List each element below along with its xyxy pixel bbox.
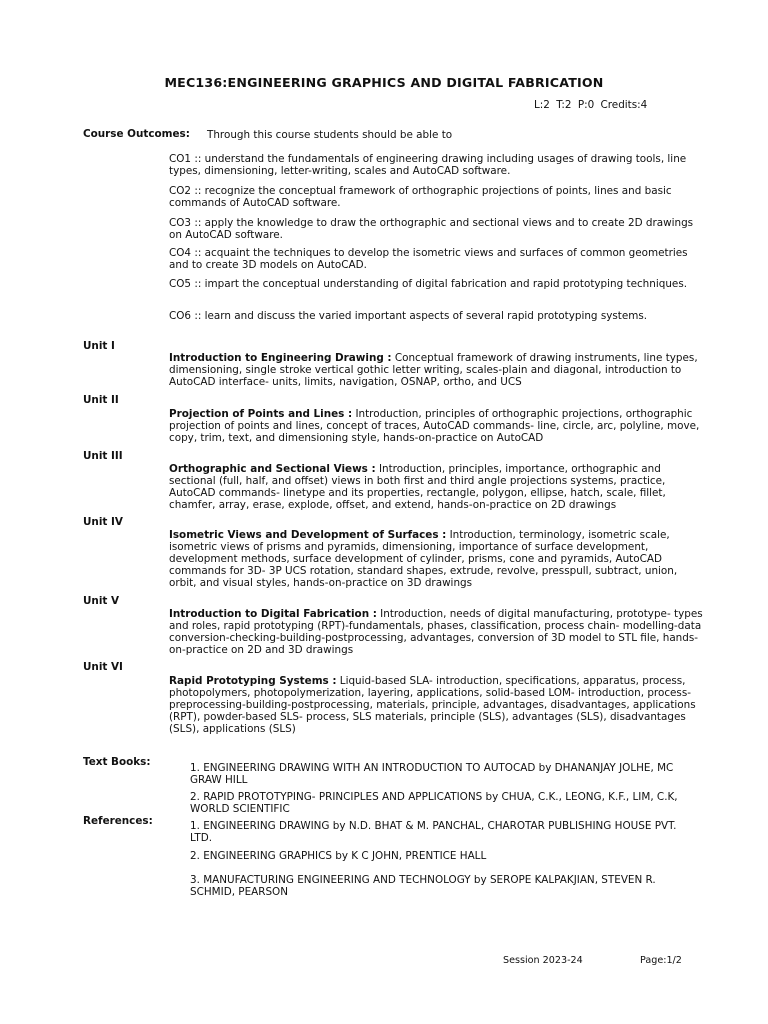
unit-body: Introduction, principles of orthographic projections, orthographic projection of points and lines, concept of traces, AutoCAD commands- line, circle, arc, polyline, move, copy, trim, text, and dimensioning style, hands-on-practice on AutoCAD (169, 408, 700, 444)
reference-item: 2. ENGINEERING GRAPHICS by K C JOHN, PRENTICE HALL (190, 850, 487, 862)
references-label: References: (83, 815, 153, 827)
course-outcome-item: CO3 :: apply the knowledge to draw the orthographic and sectional views and to create 2D drawings on AutoCAD software. (169, 217, 694, 241)
unit-body: Liquid-based SLA- introduction, specifications, apparatus, process, photopolymers, photopolymerization, layering, applications, solid-based LOM- introduction, process- preprocessing-building-postprocessing, materials, principle, advantages, disadvantages, applications (RPT), powder-based SLS- process, SLS materials, principle (SLS), advantages (SLS), disadvantages (SLS), applications (SLS) (169, 675, 696, 735)
unit-heading: Introduction to Engineering Drawing : (169, 352, 392, 364)
unit-content (169, 608, 705, 656)
credits-line: L:2 T:2 P:0 Credits:4 (534, 99, 648, 111)
reference-item: 1. ENGINEERING DRAWING by N.D. BHAT & M. PANCHAL, CHAROTAR PUBLISHING HOUSE PVT. LTD. (190, 820, 677, 844)
unit-heading: Orthographic and Sectional Views : (169, 463, 376, 475)
unit-content (169, 352, 705, 388)
unit-content (169, 529, 705, 589)
course-outcomes-intro: Through this course students should be able to (207, 129, 453, 141)
unit-content (169, 408, 705, 444)
text-book-item: 2. RAPID PROTOTYPING- PRINCIPLES AND APPLICATIONS by CHUA, C.K., LEONG, K.F., LIM, C.K, WORLD SCIENTIFIC (190, 791, 678, 815)
course-outcome-item: CO5 :: impart the conceptual understanding of digital fabrication and rapid prototyping techniques. (169, 278, 688, 290)
unit-label: Unit III (83, 450, 123, 462)
text-books-label: Text Books: (83, 756, 151, 768)
footer-page-number: Page:1/2 (640, 955, 682, 966)
footer-session: Session 2023-24 (503, 955, 583, 966)
unit-label: Unit VI (83, 661, 123, 673)
unit-label: Unit IV (83, 516, 123, 528)
course-title: MEC136:ENGINEERING GRAPHICS AND DIGITAL FABRICATION (164, 75, 604, 90)
reference-item: 3. MANUFACTURING ENGINEERING AND TECHNOLOGY by SEROPE KALPAKJIAN, STEVEN R. SCHMID, PEARSON (190, 874, 656, 898)
unit-body: Introduction, principles, importance, orthographic and sectional (full, half, and offset) views in both first and third angle projections systems, practice, AutoCAD commands- linetype and its properties, rectangle, polygon, ellipse, hatch, scale, fillet, chamfer, array, erase, explode, offset, and extend, hands-on-practice on 2D drawings (169, 463, 666, 511)
unit-label: Unit II (83, 394, 119, 406)
unit-heading: Introduction to Digital Fabrication : (169, 608, 377, 620)
course-outcomes-label: Course Outcomes: (83, 128, 190, 140)
unit-heading: Isometric Views and Development of Surfaces : (169, 529, 447, 541)
unit-label: Unit I (83, 340, 115, 352)
unit-content (169, 463, 705, 511)
course-outcome-item: CO2 :: recognize the conceptual framework of orthographic projections of points, lines and basic commands of AutoCAD software. (169, 185, 672, 209)
unit-body: Introduction, terminology, isometric scale, isometric views of prisms and pyramids, dimensioning, importance of surface development, development methods, surface development of cylinder, prisms, cone and pyramids, AutoCAD commands for 3D- 3P UCS rotation, standard shapes, extrude, revolve, presspull, subtract, union, orbit, and visual styles, hands-on-practice on 3D drawings (169, 529, 678, 589)
unit-content (169, 675, 705, 735)
unit-body: Conceptual framework of drawing instruments, line types, dimensioning, single stroke vertical gothic letter writing, scales-plain and diagonal, introduction to AutoCAD interface- units, limits, navigation, OSNAP, ortho, and UCS (169, 352, 698, 388)
course-outcome-item: CO6 :: learn and discuss the varied important aspects of several rapid prototyping systems. (169, 310, 648, 322)
course-outcome-item: CO1 :: understand the fundamentals of engineering drawing including usages of drawing tools, line types, dimensioning, letter-writing, scales and AutoCAD software. (169, 153, 687, 177)
unit-heading: Rapid Prototyping Systems : (169, 675, 337, 687)
unit-label: Unit V (83, 595, 120, 607)
course-outcome-item: CO4 :: acquaint the techniques to develop the isometric views and surfaces of common geometries and to create 3D models on AutoCAD. (169, 247, 688, 271)
unit-body: Introduction, needs of digital manufacturing, prototype- types and roles, rapid prototyping (RPT)-fundamentals, phases, classification, process chain- modelling-data conversion-checking-building-postprocessing, advantages, conversion of 3D model to STL file, hands-on-practice on 2D and 3D drawings (169, 608, 703, 656)
text-book-item: 1. ENGINEERING DRAWING WITH AN INTRODUCTION TO AUTOCAD by DHANANJAY JOLHE, MC GRAW HILL (190, 762, 674, 786)
unit-heading: Projection of Points and Lines : (169, 408, 353, 420)
